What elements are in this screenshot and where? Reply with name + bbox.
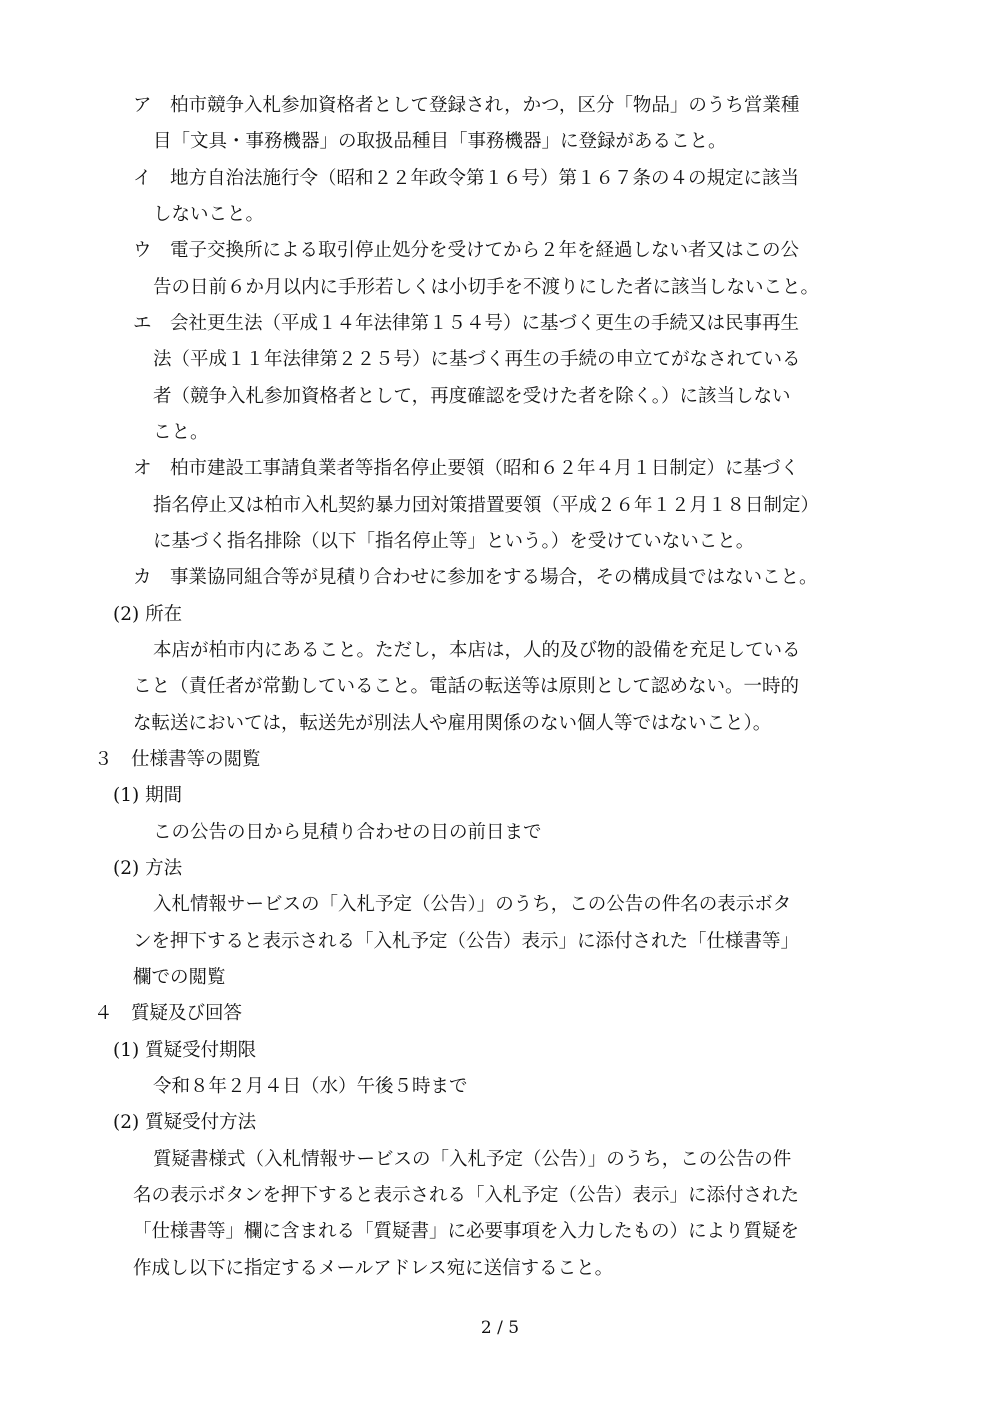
text-line: 法（平成１１年法律第２２５号）に基づく再生の手続の申立てがなされている: [153, 349, 801, 370]
section-heading: (2) 方法: [113, 858, 183, 879]
text-line: 目「文具・事務機器」の取扱品種目「事務機器」に登録があること。: [153, 131, 727, 152]
text-line: 指名停止又は柏市入札契約暴力団対策措置要領（平成２６年１２月１８日制定）: [153, 495, 820, 516]
section-heading: (2) 所在: [113, 604, 183, 625]
text-line: 告の日前６か月以内に手形若しくは小切手を不渡りにした者に該当しないこと。: [153, 277, 820, 298]
text-line: エ 会社更生法（平成１４年法律第１５４号）に基づく更生の手続又は民事再生: [133, 313, 800, 334]
text-line: こと（責任者が常勤していること。電話の転送等は原則として認めない。一時的: [133, 676, 800, 697]
text-line: に基づく指名排除（以下「指名停止等」という。）を受けていないこと。: [153, 531, 755, 552]
section-heading: (1) 期間: [113, 785, 183, 806]
text-line: この公告の日から見積り合わせの日の前日まで: [153, 822, 542, 843]
text-line: オ 柏市建設工事請負業者等指名停止要領（昭和６２年４月１日制定）に基づく: [133, 458, 800, 479]
text-line: しないこと。: [153, 204, 265, 225]
text-line: 者（競争入札参加資格者として，再度確認を受けた者を除く。）に該当しない: [153, 386, 791, 407]
text-line: な転送においては，転送先が別法人や雇用関係のない個人等ではないこと）。: [133, 713, 772, 734]
text-line: イ 地方自治法施行令（昭和２２年政令第１６号）第１６７条の４の規定に該当: [133, 168, 800, 189]
section-heading: (1) 質疑受付期限: [113, 1040, 257, 1061]
text-line: 名の表示ボタンを押下すると表示される「入札予定（公告）表示」に添付された: [133, 1185, 800, 1206]
text-line: ア 柏市競争入札参加資格者として登録され，かつ，区分「物品」のうち営業種: [133, 95, 800, 116]
text-line: ンを押下すると表示される「入札予定（公告）表示」に添付された「仕様書等」: [133, 931, 800, 952]
text-line: こと。: [153, 422, 209, 443]
text-line: 欄での閲覧: [133, 967, 226, 988]
text-line: 本店が柏市内にあること。ただし，本店は，人的及び物的設備を充足している: [153, 640, 801, 661]
text-line: 「仕様書等」欄に含まれる「質疑書」に必要事項を入力したもの）により質疑を: [133, 1221, 800, 1242]
text-line: 入札情報サービスの「入札予定（公告）」のうち，この公告の件名の表示ボタ: [153, 894, 792, 915]
page-number: 2 / 5: [480, 1318, 520, 1338]
text-line: 質疑書様式（入札情報サービスの「入札予定（公告）」のうち，この公告の件: [153, 1149, 792, 1170]
text-line: ウ 電子交換所による取引停止処分を受けてから２年を経過しない者又はこの公: [133, 240, 800, 261]
text-line: 令和８年２月４日（水）午後５時まで: [153, 1076, 468, 1097]
section-heading: ３ 仕様書等の閲覧: [94, 749, 261, 770]
text-line: 作成し以下に指定するメールアドレス宛に送信すること。: [133, 1258, 614, 1279]
section-heading: ４ 質疑及び回答: [94, 1003, 243, 1024]
section-heading: (2) 質疑受付方法: [113, 1112, 257, 1133]
text-line: カ 事業協同組合等が見積り合わせに参加をする場合，その構成員ではないこと。: [133, 567, 818, 588]
